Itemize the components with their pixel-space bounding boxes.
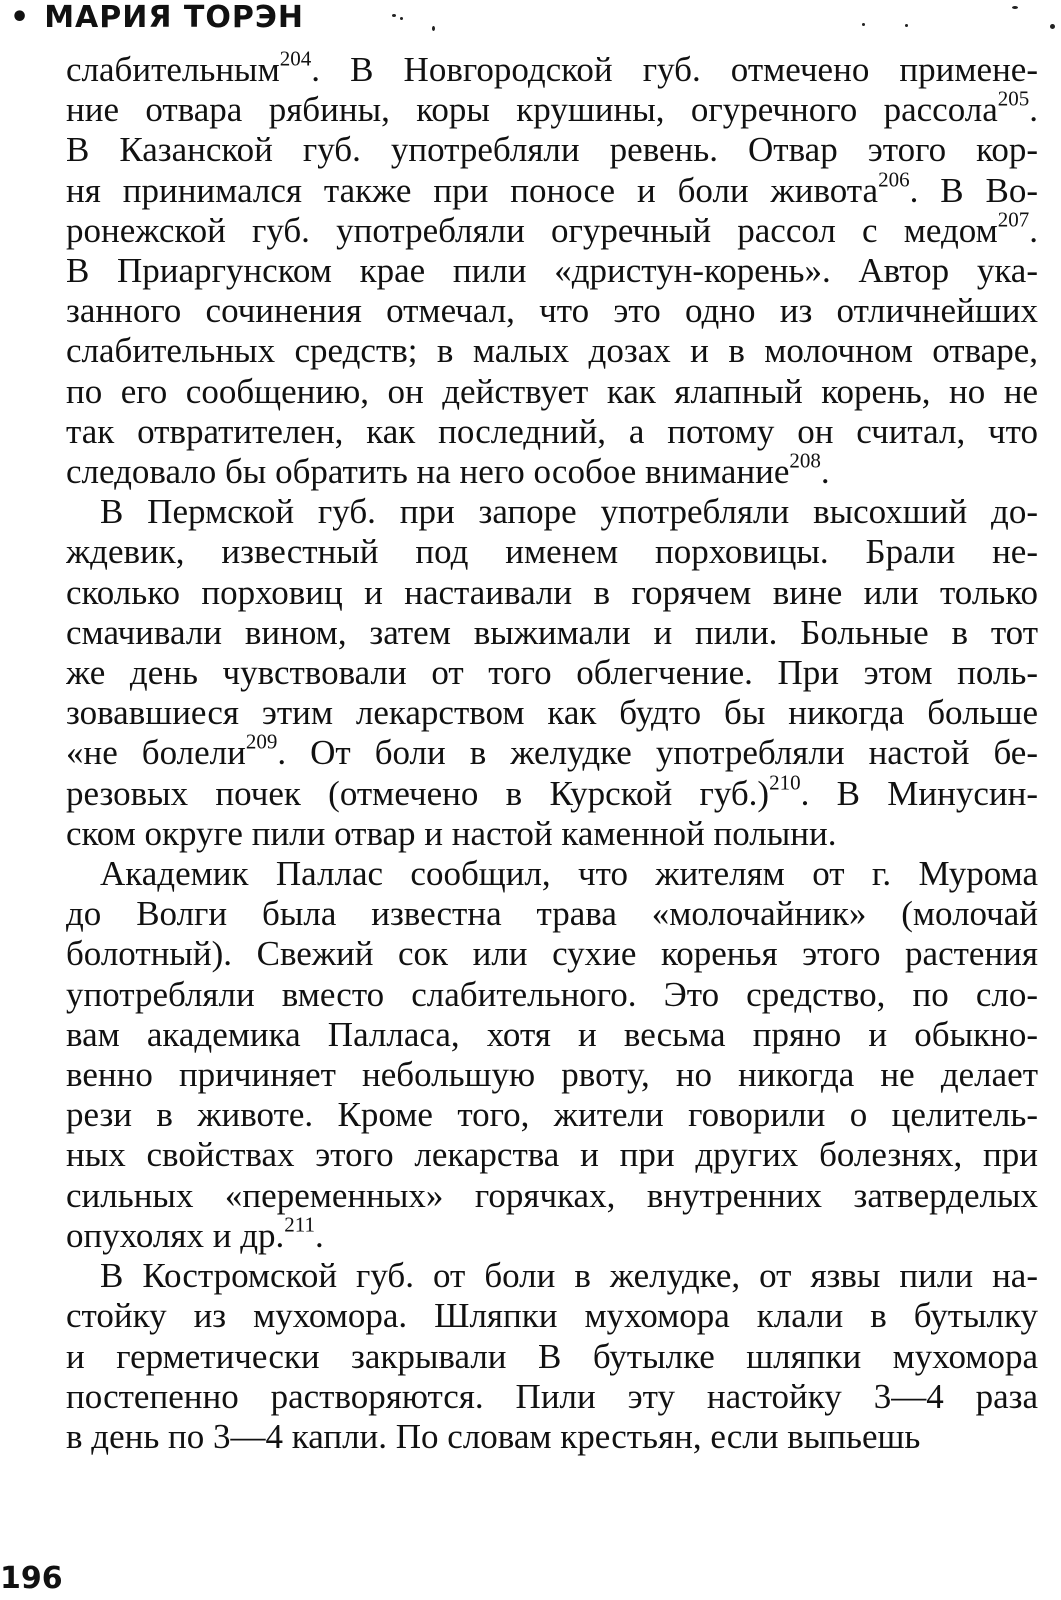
text-line: занного сочинения отмечал, что это одно из отличнейших (66, 291, 1038, 331)
paragraph (66, 492, 1038, 854)
footnote-ref: 211 (284, 1215, 316, 1237)
text-line: Академик Паллас сообщил, что жителям от г. Мурома (100, 854, 1038, 894)
scan-speck (862, 23, 865, 26)
footnote-ref: 207 (997, 210, 1030, 232)
footnote-ref: 204 (279, 50, 312, 71)
running-head (10, 0, 304, 36)
text-line: В Костромской губ. от боли в желудке, от язвы пили на- (100, 1256, 1038, 1296)
text-line: вам академика Палласа, хотя и весьма пряно и обыкно- (66, 1014, 1038, 1054)
text-line: слабительным$^{204}$. В Новгородской губ. отмечено примене- (66, 50, 1038, 90)
text-line: так отвратителен, как последний, а потому он считал, что (66, 411, 1038, 451)
text-line: В Приаргунском крае пили «дристун-корень». Автор ука- (66, 251, 1038, 291)
page-number: 196 (0, 1561, 63, 1596)
scan-speck (400, 17, 403, 20)
text-line: употребляли вместо слабительного. Это средство, по сло- (66, 974, 1038, 1014)
text-line: в день по 3—4 капли. По словам крестьян, если выпьешь (66, 1416, 921, 1456)
text-line: же день чувствовали от того облегчение. При этом поль- (66, 653, 1038, 693)
text-line: ние отвара рябины, коры крушины, огуречного рассола$^{205}$. (66, 90, 1038, 130)
running-head-title: МАРИЯ ТОРЭН (44, 0, 304, 35)
paragraph (66, 1256, 1038, 1457)
text-line: венно причиняет небольшую рвоту, но никогда не делает (66, 1055, 1038, 1095)
footnote-ref: 205 (997, 90, 1030, 111)
footnote-ref: 208 (789, 452, 821, 473)
footnote-ref: 209 (245, 733, 278, 754)
paragraph (66, 854, 1038, 1256)
text-line: болотный). Свежий сок или сухие коренья этого растения (66, 934, 1038, 974)
scan-speck (392, 14, 396, 17)
text-line: ронежской губ. употребляли огуречный рассол с медом$^{207}$. (66, 211, 1038, 251)
text-line: ждевик, известный под именем порховицы. Брали не- (66, 532, 1038, 572)
footnote-ref: 206 (878, 170, 910, 191)
text-line: ском округе пили отвар и настой каменной полыни. (66, 813, 837, 853)
scan-speck (905, 24, 908, 27)
text-line: В Казанской губ. употребляли ревень. Отвар этого кор- (66, 130, 1038, 170)
text-line: В Пермской губ. при запоре употребляли высохший до- (100, 492, 1038, 532)
scan-speck (1012, 6, 1018, 9)
text-line: слабительных средств; в малых дозах и в молочном отваре, (66, 331, 1038, 371)
paragraph (66, 50, 1038, 492)
text-line: резовых почек (отмечено в Курской губ.)$^{210}$. В Минусин- (66, 774, 1038, 814)
text-line: до Волги была известна трава «молочайник» (молочай (66, 894, 1038, 934)
text-line: и герметически закрывали В бутылке шляпки мухомора (66, 1336, 1038, 1376)
text-line: ных свойствах этого лекарства и при других болезнях, при (66, 1135, 1038, 1175)
text-line: сильных «переменных» горячках, внутренних затверделых (66, 1175, 1038, 1215)
text-line: «не болели$^{209}$. От боли в желудке употребляли настой бе- (66, 733, 1038, 773)
text-line: стойку из мухомора. Шляпки мухомора клали в бутылку (66, 1296, 1038, 1336)
text-line: постепенно растворяются. Пили эту настойку 3—4 раза (66, 1376, 1038, 1416)
footnote-ref: 210 (769, 773, 801, 794)
text-line: рези в животе. Кроме того, жители говорили о целитель- (66, 1095, 1038, 1135)
text-line: следовало бы обратить на него особое внимание$^{208}$. (66, 452, 1038, 492)
text-line: сколько порховиц и настаивали в горячем вине или только (66, 572, 1038, 612)
text-line: по его сообщению, он действует как ялапный корень, но не (66, 371, 1038, 411)
scan-speck (1050, 24, 1055, 29)
text-line: смачивали вином, затем выжимали и пили. Больные в тот (66, 612, 1038, 652)
text-line: зовавшиеся этим лекарством как будто бы никогда больше (66, 693, 1038, 733)
body-text (66, 50, 1038, 1457)
text-line: опухолях и др.$^{211}$. (66, 1216, 1038, 1256)
scan-speck (432, 26, 435, 31)
text-line: ня принимался также при поносе и боли живота$^{206}$. В Во- (66, 171, 1038, 211)
running-head-bullet: • (10, 0, 31, 35)
